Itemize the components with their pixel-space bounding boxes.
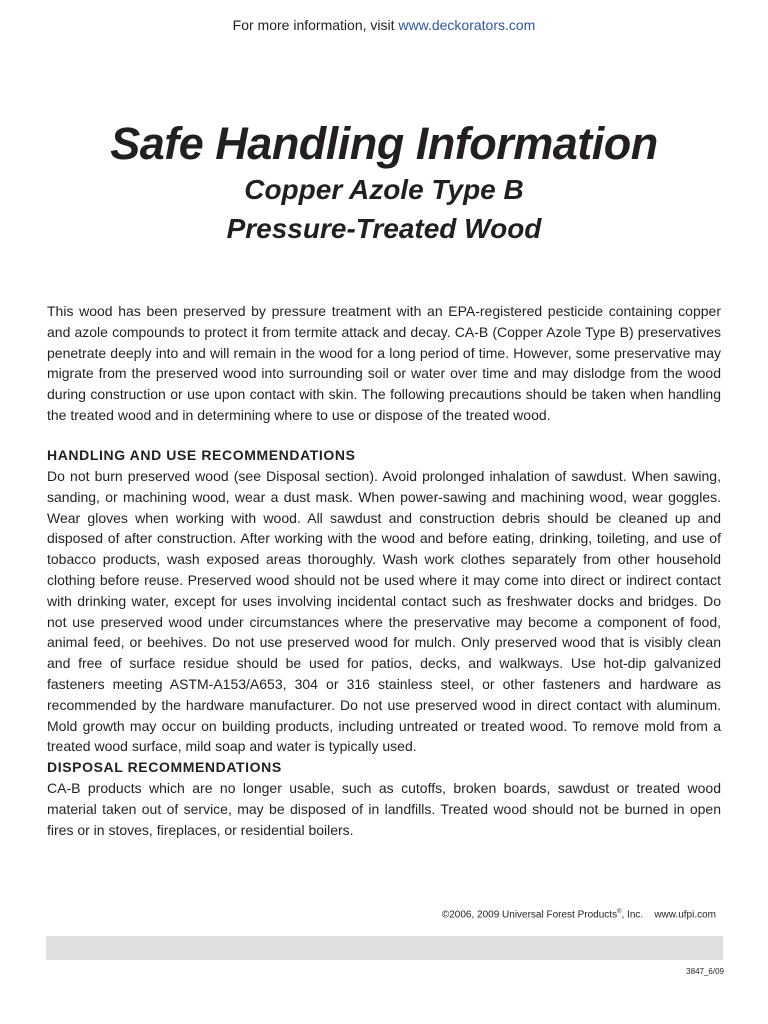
footer-bar — [46, 936, 723, 960]
document-subtitle-line1: Copper Azole Type B — [244, 174, 524, 205]
document-code: 3847_6/09 — [686, 967, 724, 976]
document-subtitle-line2: Pressure-Treated Wood — [226, 213, 542, 244]
disposal-paragraph: CA-B products which are no longer usable, such as cutoffs, broken boards, sawdust or treated wood material taken out of service, may be disposed of in landfills. Treated wood should not be burned in open fires or in stoves, fireplaces, or residential boilers. — [47, 780, 721, 838]
copyright-line — [442, 909, 716, 920]
intro-paragraph: This wood has been preserved by pressure treatment with an EPA-registered pesticide containing copper and azole compounds to protect it from termite attack and decay. CA-B (Copper Azole Type B) preservatives penetrate deeply into and will remain in the wood for a long period of time. However, some preservative may migrate from the preserved wood into surrounding soil or water over time and may dislodge from the wood during construction or use upon contact with skin. The following precautions should be taken when handling the treated wood and in determining where to use or dispose of the treated wood. — [47, 303, 721, 423]
registered-mark: ® — [617, 909, 622, 915]
handling-paragraph: Do not burn preserved wood (see Disposal section). Avoid prolonged inhalation of sawdust. When sawing, sanding, or machining wood, wear a dust mask. When power-sawing and machining wood, wear goggles. Wear gloves when working with wood. All sawdust and construction debris should be cleaned up and disposed of after construction. After working with the wood and before eating, drinking, toileting, and use of tobacco products, wash exposed areas thoroughly. Wash work clothes separately from other household clothing before reuse. Preserved wood should not be used where it may come into direct or indirect contact with drinking water, except for uses involving incidental contact such as freshwater docks and bridges. Do not use preserved wood under circumstances where the preservative may become a component of food, animal feed, or beehives. Do not use preserved wood for mulch. Only preserved wood that is visibly clean and free of surface residue should be used for patios, decks, and walkways. Use hot-dip galvanized fasteners meeting ASTM-A153/A653, 304 or 316 stainless steel, or other fasteners and hardware as recommended by the hardware manufacturer. Do not use preserved wood in direct contact with aluminum. Mold growth may occur on building products, including untreated or treated wood. To remove mold from a treated wood surface, mild soap and water is typically used. — [47, 468, 721, 755]
disposal-heading: DISPOSAL RECOMMENDATIONS — [47, 759, 282, 775]
copyright-text: ©2006, 2009 Universal Forest Products — [441, 909, 618, 921]
handling-heading: HANDLING AND USE RECOMMENDATIONS — [47, 447, 356, 463]
info-line — [0, 17, 768, 33]
deckorators-link[interactable]: www.deckorators.com — [398, 17, 536, 33]
document-title: Safe Handling Information — [110, 118, 658, 169]
ufpi-website[interactable]: www.ufpi.com — [654, 909, 716, 921]
info-prefix: For more information, visit — [232, 17, 399, 33]
copyright-suffix: , Inc. — [621, 909, 644, 921]
